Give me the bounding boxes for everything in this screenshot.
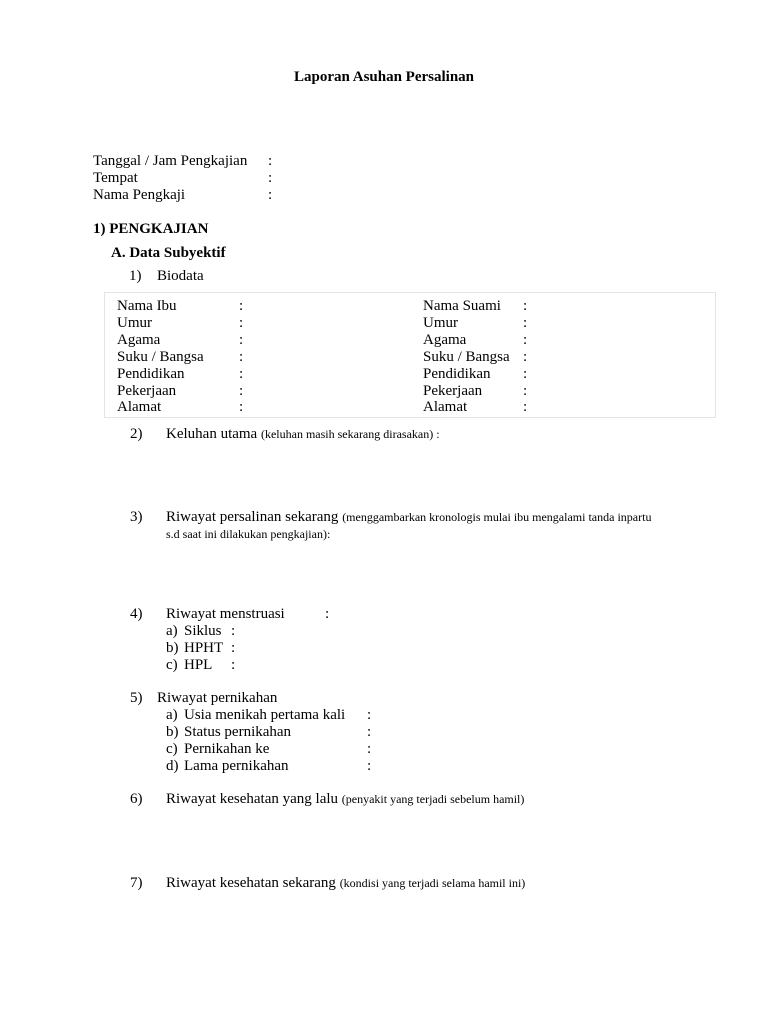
sub-letter: d) <box>166 758 179 774</box>
biodata-colon: : <box>523 298 528 314</box>
biodata-colon: : <box>523 349 528 365</box>
biodata-colon: : <box>523 315 528 331</box>
item-note: (kondisi yang terjadi selama hamil ini) <box>339 876 526 890</box>
biodata-ibu-label: Pendidikan <box>117 366 185 382</box>
biodata-suami-label: Nama Suami <box>423 298 501 314</box>
subsection-heading-data-subyektif: A. Data Subyektif <box>111 245 226 261</box>
sub-label-status-pernikahan: Status pernikahan <box>184 724 292 740</box>
biodata-suami-label: Suku / Bangsa <box>423 349 510 365</box>
biodata-suami-label: Pekerjaan <box>423 383 483 399</box>
biodata-colon: : <box>523 332 528 348</box>
sub-label-pernikahan-ke: Pernikahan ke <box>184 741 270 757</box>
biodata-colon: : <box>239 399 244 415</box>
item-number: 7) <box>130 875 143 891</box>
item-riwayat-kesehatan-lalu <box>166 791 524 808</box>
biodata-ibu-label: Umur <box>117 315 152 331</box>
item-label-biodata: Biodata <box>157 268 204 284</box>
sub-colon: : <box>367 758 372 774</box>
sub-letter: a) <box>166 707 178 723</box>
item-label-riwayat-menstruasi: Riwayat menstruasi <box>166 606 285 622</box>
biodata-suami-label: Pendidikan <box>423 366 491 382</box>
sub-label-siklus: Siklus <box>184 623 222 639</box>
item-number: 3) <box>130 509 143 525</box>
sub-letter: c) <box>166 657 178 673</box>
item-riwayat-kesehatan-sekarang <box>166 875 525 892</box>
biodata-colon: : <box>239 332 244 348</box>
biodata-colon: : <box>239 315 244 331</box>
field-colon: : <box>268 170 273 186</box>
biodata-ibu-label: Agama <box>117 332 161 348</box>
field-label-nama-pengkaji: Nama Pengkaji <box>93 187 186 203</box>
item-riwayat-persalinan <box>166 509 651 526</box>
sub-colon: : <box>231 623 236 639</box>
biodata-colon: : <box>523 399 528 415</box>
item-number: 6) <box>130 791 143 807</box>
biodata-ibu-label: Suku / Bangsa <box>117 349 204 365</box>
biodata-suami-label: Agama <box>423 332 467 348</box>
biodata-colon: : <box>239 298 244 314</box>
sub-label-lama-pernikahan: Lama pernikahan <box>184 758 289 774</box>
sub-colon: : <box>231 657 236 673</box>
sub-colon: : <box>367 741 372 757</box>
item-note: (penyakit yang terjadi sebelum hamil) <box>341 792 525 806</box>
sub-label-hpht: HPHT <box>184 640 224 656</box>
item-note: (menggambarkan kronologis mulai ibu mengalami tanda inpartu <box>342 510 652 524</box>
item-number: 4) <box>130 606 143 622</box>
sub-label-hpl: HPL <box>184 657 213 673</box>
sub-letter: b) <box>166 640 179 656</box>
biodata-ibu-label: Alamat <box>117 399 162 415</box>
item-label: Riwayat kesehatan yang lalu <box>166 791 339 807</box>
field-label-tempat: Tempat <box>93 170 138 186</box>
biodata-colon: : <box>523 366 528 382</box>
document-title: Laporan Asuhan Persalinan <box>293 69 475 85</box>
item-note-continued: s.d saat ini dilakukan pengkajian): <box>166 527 331 541</box>
section-heading-pengkajian: 1) PENGKAJIAN <box>93 221 209 237</box>
field-label-tanggal: Tanggal / Jam Pengkajian <box>93 153 248 169</box>
sub-letter: b) <box>166 724 179 740</box>
sub-colon: : <box>367 707 372 723</box>
item-number: 2) <box>130 426 143 442</box>
sub-label-usia-menikah: Usia menikah pertama kali <box>184 707 346 723</box>
field-colon: : <box>268 187 273 203</box>
biodata-suami-label: Umur <box>423 315 458 331</box>
biodata-ibu-label: Pekerjaan <box>117 383 177 399</box>
item-colon: : <box>325 606 330 622</box>
biodata-colon: : <box>239 366 244 382</box>
item-label-riwayat-pernikahan: Riwayat pernikahan <box>157 690 278 706</box>
item-keluhan-utama <box>166 426 440 443</box>
item-label: Riwayat kesehatan sekarang <box>166 875 336 891</box>
biodata-ibu-label: Nama Ibu <box>117 298 177 314</box>
sub-colon: : <box>367 724 372 740</box>
item-label: Riwayat persalinan sekarang <box>166 509 339 525</box>
biodata-colon: : <box>239 383 244 399</box>
item-number: 1) <box>129 268 142 284</box>
biodata-colon: : <box>523 383 528 399</box>
field-colon: : <box>268 153 273 169</box>
item-label: Keluhan utama <box>166 426 258 442</box>
biodata-suami-label: Alamat <box>423 399 468 415</box>
sub-letter: c) <box>166 741 178 757</box>
item-number: 5) <box>130 690 143 706</box>
sub-colon: : <box>231 640 236 656</box>
sub-letter: a) <box>166 623 178 639</box>
item-note: (keluhan masih sekarang dirasakan) : <box>260 427 440 441</box>
biodata-colon: : <box>239 349 244 365</box>
